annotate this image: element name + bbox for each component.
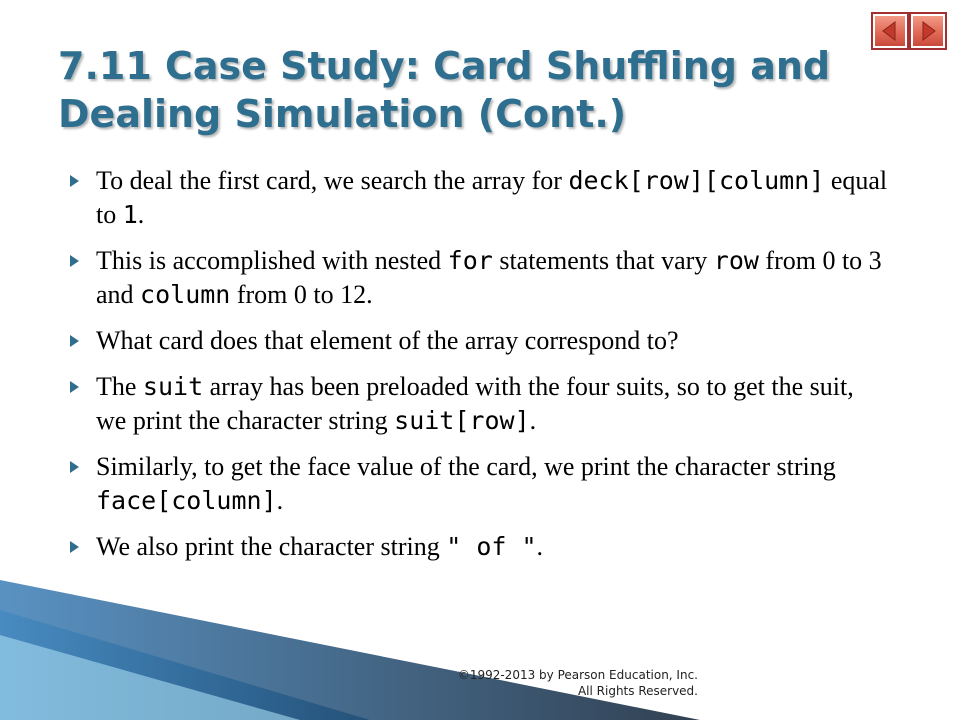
code-span: for [447, 246, 493, 275]
code-span: face[column] [96, 486, 277, 515]
slide-title: 7.11 Case Study: Card Shuffling and Dealing Simulation (Cont.) [58, 44, 831, 136]
bullet-arrow-icon [70, 461, 79, 473]
text-span: To deal the first card, we search the array for [96, 166, 569, 195]
rights-line: All Rights Reserved. [577, 684, 698, 698]
code-span: column [140, 280, 231, 309]
triangle-right-icon [913, 16, 943, 46]
text-span: array has been preloaded with the four suits, so to get the suit, we print the character string [96, 372, 854, 435]
code-span: row [713, 246, 759, 275]
previous-slide-button[interactable] [873, 14, 907, 48]
text-span: statements that vary [492, 246, 714, 275]
text-span: What card does that element of the array correspond to? [96, 326, 679, 355]
bullet-item [70, 244, 890, 312]
decorative-wedge [0, 580, 960, 720]
bullet-list [70, 164, 890, 576]
code-span: suit[row] [394, 406, 530, 435]
text-span: from 0 to 12. [230, 280, 373, 309]
code-span: " of " [446, 532, 537, 561]
bullet-arrow-icon [70, 541, 79, 553]
text-span: Similarly, to get the face value of the card, we print the character string [96, 452, 836, 481]
bullet-item [70, 370, 890, 438]
text-span: equal to [96, 166, 888, 229]
bullet-item [70, 530, 890, 564]
bullet-item [70, 450, 890, 518]
code-span: deck[row][column] [568, 166, 825, 195]
text-span: from 0 to 3 and [96, 246, 882, 309]
text-span: . [536, 532, 544, 561]
copyright-footer [440, 667, 698, 699]
bullet-arrow-icon [70, 335, 79, 347]
next-slide-button[interactable] [911, 14, 945, 48]
text-span: This is accomplished with nested [96, 246, 448, 275]
bullet-item [70, 324, 890, 358]
text-span: We also print the character string [96, 532, 447, 561]
code-span: 1 [122, 200, 138, 229]
bullet-arrow-icon [70, 255, 79, 267]
triangle-left-icon [875, 16, 905, 46]
text-span: . [276, 486, 284, 515]
copyright-line: ©1992-2013 by Pearson Education, Inc. [457, 668, 698, 682]
text-span: . [529, 406, 537, 435]
text-span: . [137, 200, 145, 229]
bullet-arrow-icon [70, 175, 79, 187]
code-span: suit [142, 372, 204, 401]
text-span: The [96, 372, 143, 401]
bullet-arrow-icon [70, 381, 79, 393]
bullet-item [70, 164, 890, 232]
